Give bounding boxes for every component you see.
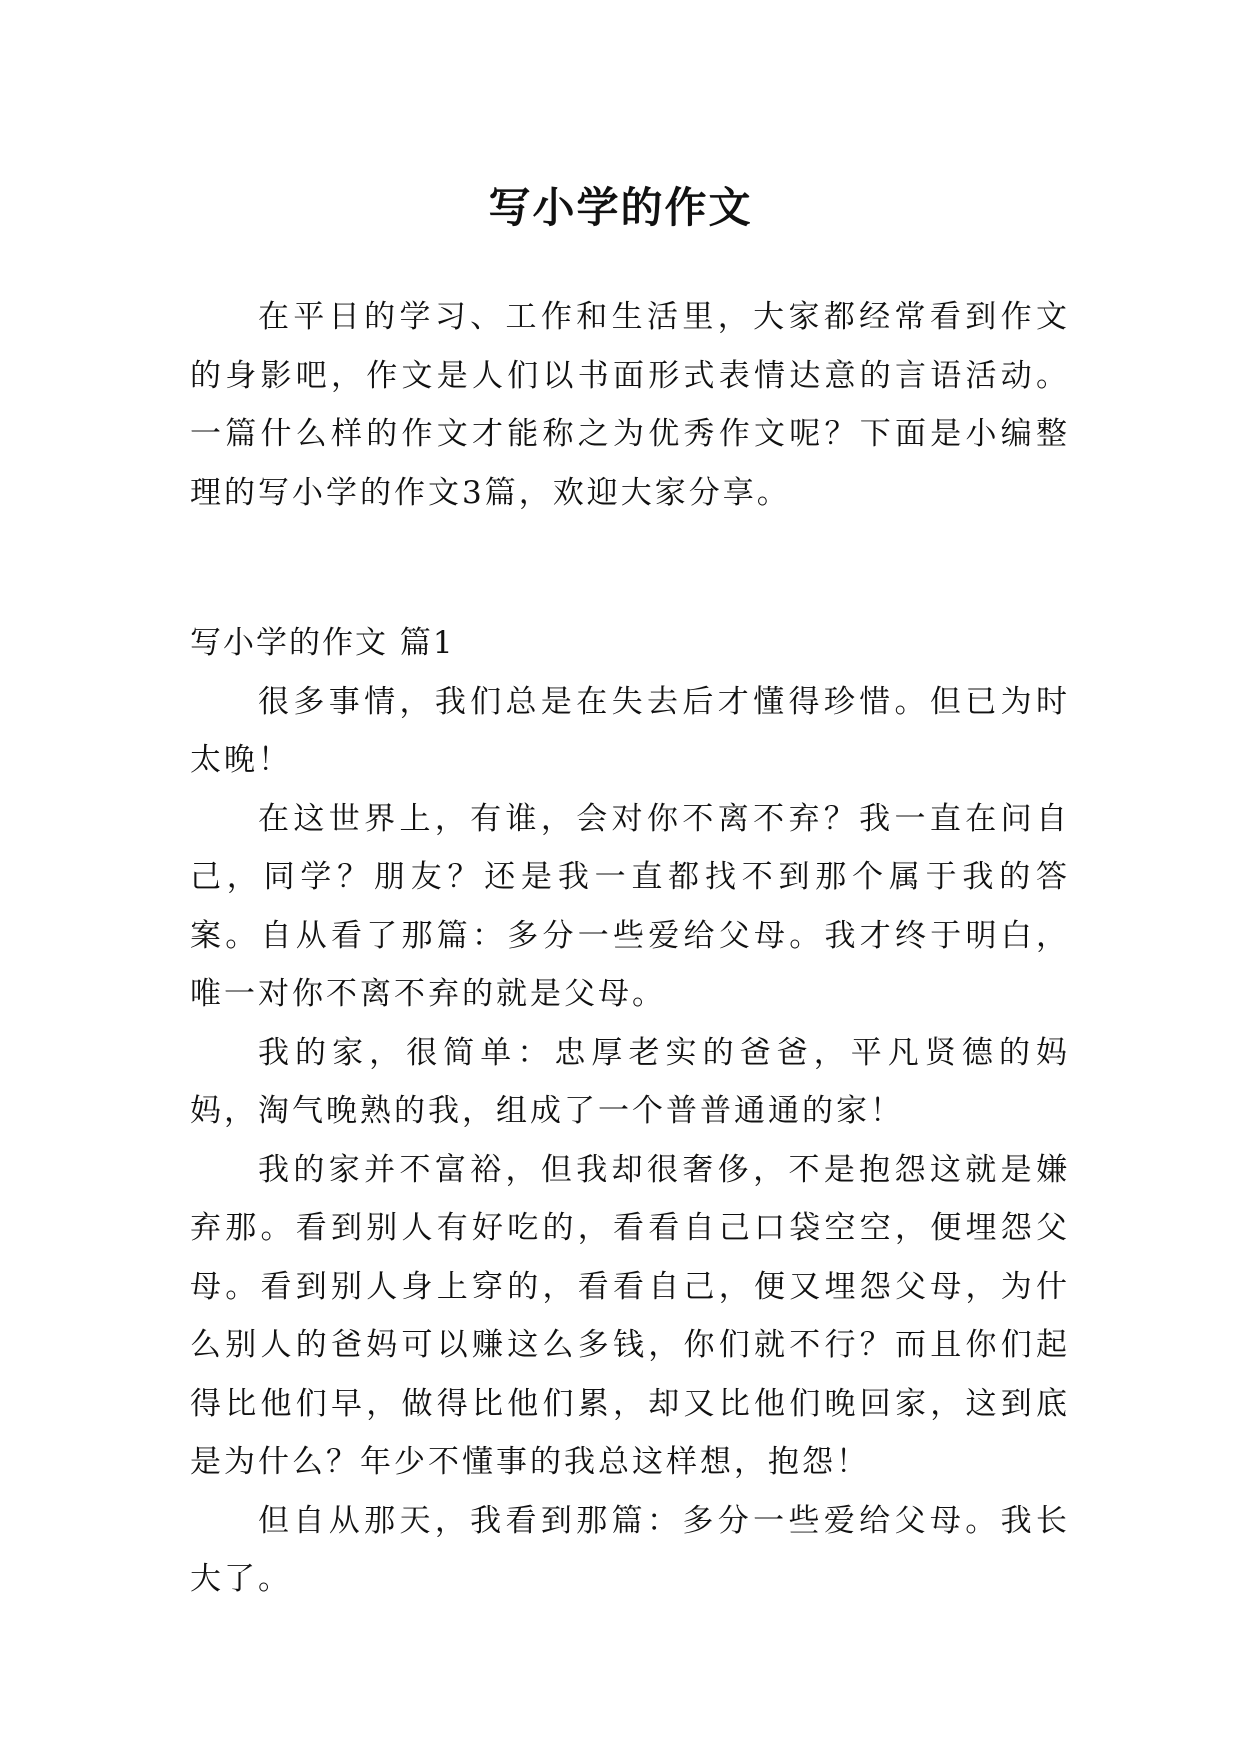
paragraph-2: 在这世界上，有谁，会对你不离不弃？我一直在问自己，同学？朋友？还是我一直都找不到那个属于我的答案。自从看了那篇：多分一些爱给父母。我才终于明白，唯一对你不离不弃的就是父母。 bbox=[190, 800, 1070, 1012]
document-title: 写小学的作文 bbox=[488, 183, 753, 233]
intro-paragraph: 在平日的学习、工作和生活里，大家都经常看到作文的身影吧，作文是人们以书面形式表情达意的言语活动。一篇什么样的作文才能称之为优秀作文呢？下面是小编整理的写小学的作文3篇，欢迎大家分享。 bbox=[190, 299, 1070, 511]
document-body bbox=[190, 288, 1070, 1609]
section-heading: 写小学的作文 篇1 bbox=[190, 625, 455, 661]
paragraph-3: 我的家，很简单：忠厚老实的爸爸，平凡贤德的妈妈，淘气晚熟的我，组成了一个普普通通的家！ bbox=[190, 1034, 1070, 1129]
paragraph-5: 但自从那天，我看到那篇：多分一些爱给父母。我长大了。 bbox=[190, 1502, 1070, 1597]
paragraph-1: 很多事情，我们总是在失去后才懂得珍惜。但已为时太晚！ bbox=[190, 683, 1070, 778]
section-spacer bbox=[190, 522, 1070, 614]
paragraph-4: 我的家并不富裕，但我却很奢侈，不是抱怨这就是嫌弃那。看到别人有好吃的，看看自己口袋空空，便埋怨父母。看到别人身上穿的，看看自己，便又埋怨父母，为什么别人的爸妈可以赚这么多钱，你们就不行？而且你们起得比他们早，做得比他们累，却又比他们晚回家，这到底是为什么？年少不懂事的我总这样想，抱怨！ bbox=[190, 1151, 1070, 1480]
